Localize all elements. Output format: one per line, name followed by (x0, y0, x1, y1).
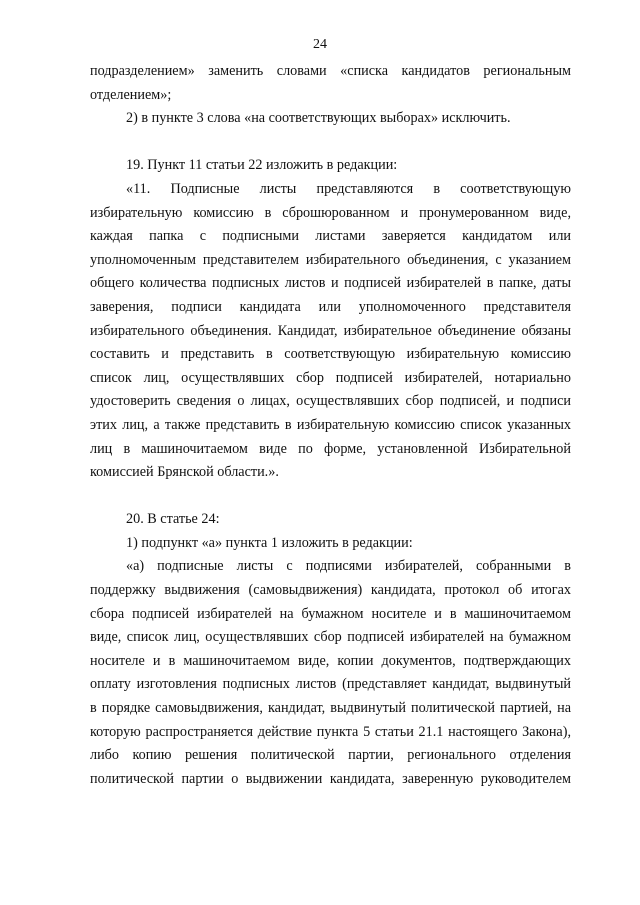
paragraph-continuation (90, 60, 571, 107)
text-line: оплату изготовления подписных листов (представляет кандидат, выдвинутый (90, 676, 571, 693)
text-line: 20. В статье 24: (126, 511, 220, 528)
text-line: «11. Подписные листы представляются в соответствующую (126, 180, 571, 197)
paragraph-heading-19 (90, 154, 571, 178)
text-line: каждая папка с подписными листами заверяется кандидатом или (90, 228, 571, 245)
text-line: заверения, подписи кандидата или уполномоченного представителя (90, 298, 571, 315)
text-line: 2) в пункте 3 слова «на соответствующих выборах» исключить. (126, 110, 511, 127)
paragraph-quote-a (90, 555, 571, 791)
text-line: составить и представить в соответствующую избирательную комиссию (90, 346, 571, 363)
text-line: сбора подписей избирателей на бумажном носителе и в машиночитаемом (90, 605, 571, 622)
text-line: виде, список лиц, осуществлявших сбор подписей избирателей на бумажном (90, 629, 571, 646)
text-line: комиссией Брянской области.». (90, 464, 279, 481)
text-line: избирательную комиссию в сброшюрованном и пронумерованном виде, (90, 204, 571, 221)
text-line: либо копию решения политической партии, регионального отделения (90, 747, 571, 764)
text-line: удостоверить сведения о лицах, осуществлявших сбор подписей, и подписи (90, 393, 571, 410)
text-line: подразделением» заменить словами «списка кандидатов региональным (90, 63, 571, 79)
paragraph-quote-11 (90, 178, 571, 485)
text-line: поддержку выдвижения (самовыдвижения) кандидата, протокол об итогах (90, 582, 571, 599)
text-line: 19. Пункт 11 статьи 22 изложить в редакции: (126, 157, 398, 174)
paragraph-spacer (90, 485, 571, 509)
text-line: общего количества подписных листов и подписей избирателей в папке, даты (90, 275, 571, 292)
text-line: в порядке самовыдвижения, кандидат, выдвинутый политической партией, на (90, 700, 571, 717)
text-line: этих лиц, а также представить в избирательную комиссию список указанных (90, 416, 571, 433)
text-line: лиц в машиночитаемом виде по форме, установленной Избирательной (90, 440, 571, 457)
paragraph-heading-20 (90, 508, 571, 532)
text-line: «а) подписные листы с подписями избирателей, собранными в (126, 558, 571, 575)
text-line: уполномоченным представителем избирательного объединения, с указанием (90, 251, 571, 268)
text-line: носителе и в машиночитаемом виде, копии документов, подтверждающих (90, 652, 571, 669)
text-line: 1) подпункт «а» пункта 1 изложить в редакции: (126, 534, 413, 551)
text-line: список лиц, осуществлявших сбор подписей избирателей, нотариально (90, 369, 571, 386)
text-line: которую распространяется действие пункта 5 статьи 21.1 настоящего Закона), (90, 723, 571, 740)
document-body (90, 60, 571, 791)
text-line: избирательного объединения. Кандидат, избирательное объединение обязаны (90, 322, 571, 339)
paragraph-spacer (90, 131, 571, 155)
page-number: 24 (313, 37, 327, 52)
text-line: отделением»; (90, 86, 172, 103)
text-line: политической партии о выдвижении кандидата, заверенную руководителем (90, 770, 571, 787)
paragraph-subitem-1 (90, 532, 571, 556)
paragraph-item-2 (90, 107, 571, 131)
